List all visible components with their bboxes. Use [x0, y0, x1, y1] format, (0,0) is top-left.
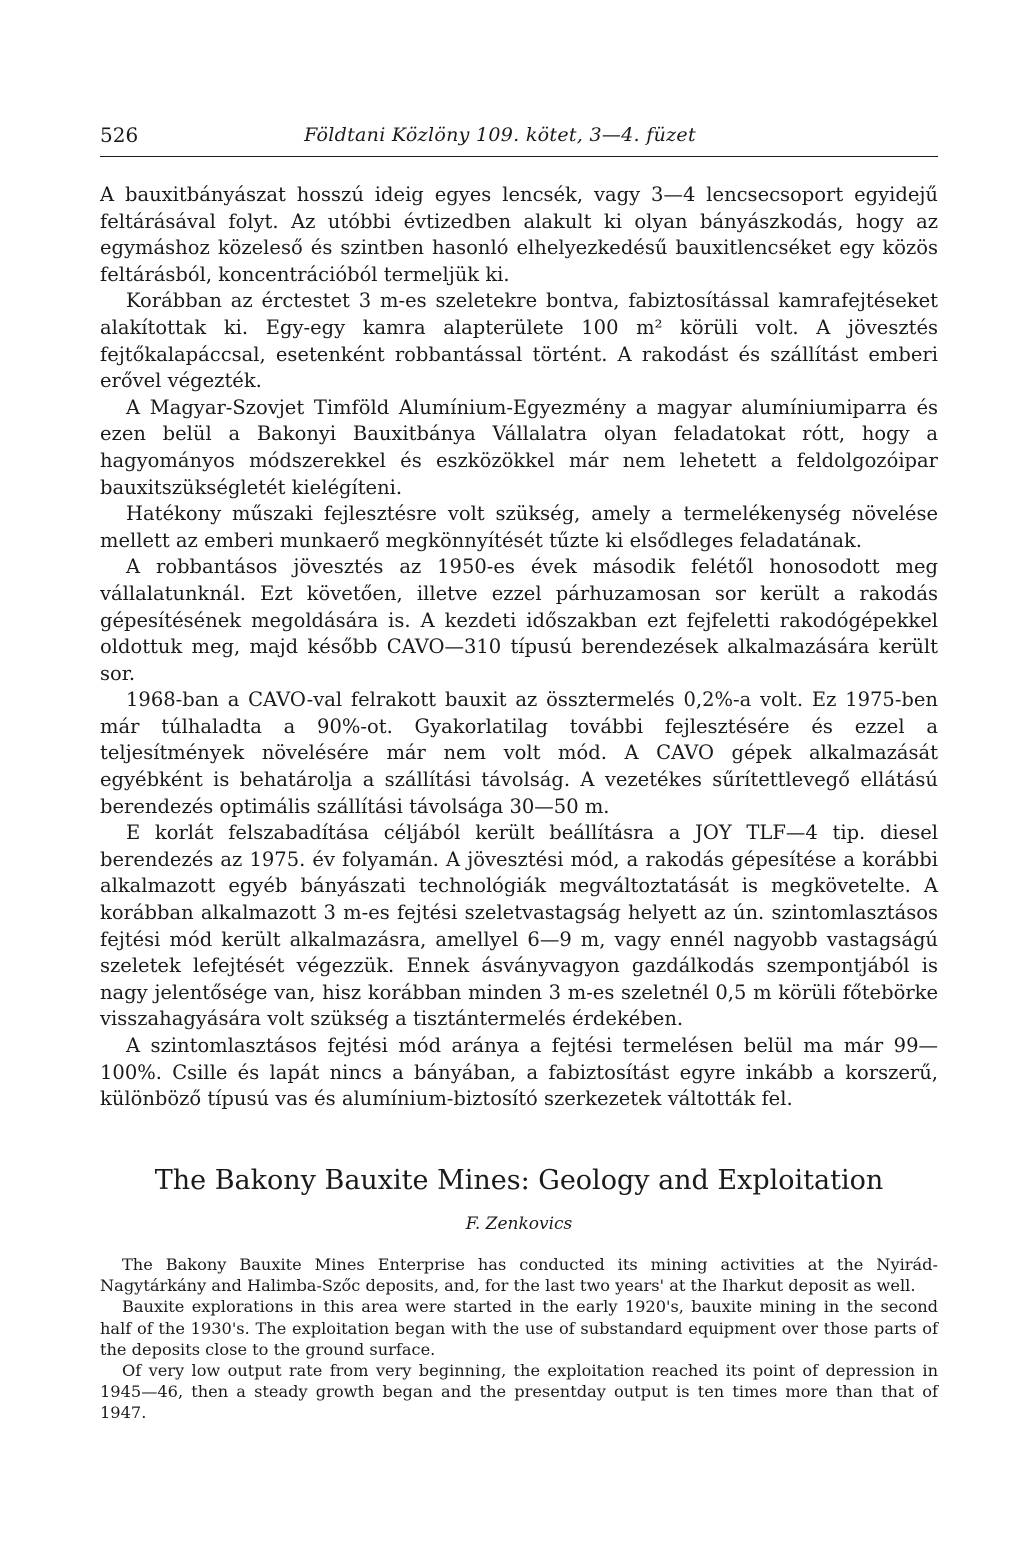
body-paragraph: Korábban az érctestet 3 m-es szeletekre bontva, fabiztosítással kamrafejtéseket alakítottak ki. Egy-egy kamra alapterülete 100 m² körüli volt. A jövesztés fejtőkalapáccsal, esetenként robbantással történt. A rakodást és szállítást emberi erővel végezték. [100, 289, 938, 393]
body-paragraph: A bauxitbányászat hosszú ideig egyes lencsék, vagy 3—4 lencsecsoport egyidejű feltárásával folyt. Az utóbbi évtizedben alakult ki olyan bányászkodás, hogy az egymáshoz közeleső és szintben hasonló elhelyezkedésű bauxitlencséket egy közös feltárásból, koncentrációból termeljük ki. [100, 183, 938, 286]
body-paragraph: A robbantásos jövesztés az 1950-es évek második felétől honosodott meg vállalatunknál. Ezt követően, illetve ezzel párhuzamosan sor került a rakodás gépesítésének megoldására is. A kezdeti időszakban ezt fejfeletti rakodógépekkel oldottuk meg, majd később CAVO—310 típusú berendezések alkalmazására került sor. [100, 555, 938, 685]
summary-paragraph: Of very low output rate from very beginning, the exploitation reached its point of depression in 1945—46, then a steady growth began and the presentday output is ten times more than that of 1947. [100, 1361, 938, 1423]
summary-paragraph: The Bakony Bauxite Mines Enterprise has conducted its mining activities at the Nyirád-Nagytárkány and Halimba-Szőc deposits, and, for the last two years' at the Iharkut deposit as well. [100, 1255, 938, 1296]
summary-author: F. Zenkovics [465, 1214, 573, 1234]
body-paragraph: 1968-ban a CAVO-val felrakott bauxit az össztermelés 0,2%-a volt. Ez 1975-ben már túlhaladta a 90%-ot. Gyakorlatilag további fejlesztésére és ezzel a teljesítmények növelésére már nem volt mód. A CAVO gépek alkalmazását egyébként is behatárolja a szállítási távolság. A vezetékes sűrítettlevegő ellátású berendezés optimális szállítási távolsága 30—50 m. [100, 688, 938, 818]
body-paragraph: Hatékony műszaki fejlesztésre volt szükség, amely a termelékenység növelése mellett az emberi munkaerő megkönnyítését tűzte ki elsődleges feladatának. [100, 502, 938, 552]
article-body [100, 182, 938, 1113]
journal-title: Földtani Közlöny 109. kötet, 3—4. füzet [304, 124, 696, 146]
body-paragraph: E korlát felszabadítása céljából került beállításra a JOY TLF—4 tip. diesel berendezés az 1975. év folyamán. A jövesztési mód, a rakodás gépesítése a korábbi alkalmazott egyéb bányászati technológiák megváltoztatását is megkövetelte. A korábban alkalmazott 3 m-es fejtési szeletvastagság helyett az ún. szintomlasztásos fejtési mód került alkalmazásra, amellyel 6—9 m, vagy ennél nagyobb vastagságú szeletek lefejtését végezzük. Ennek ásványvagyon gazdálkodás szempontjából is nagy jelentősége van, hisz korábban minden 3 m-es szeletnél 0,5 m körüli főtebörke visszahagyására volt szükség a tisztántermelés érdekében. [100, 821, 938, 1031]
journal-page [100, 0, 938, 1556]
summary-paragraph: Bauxite explorations in this area were started in the early 1920's, bauxite mining in the second half of the 1930's. The exploitation began with the use of substandard equipment over those parts of the deposits close to the ground surface. [100, 1297, 938, 1359]
body-paragraph: A szintomlasztásos fejtési mód aránya a fejtési termelésen belül ma már 99—100%. Csille és lapát nincs a bányában, a fabiztosítást egyre inkább a korszerű, különböző típusú vas és alumínium-biztosító szerkezetek váltották fel. [100, 1034, 938, 1111]
english-summary [100, 1254, 938, 1424]
summary-title: The Bakony Bauxite Mines: Geology and Exploitation [154, 1165, 884, 1196]
running-header [100, 122, 938, 157]
page-number: 526 [100, 123, 139, 147]
body-paragraph: A Magyar-Szovjet Timföld Alumínium-Egyezmény a magyar alumíniumiparra és ezen belül a Bakonyi Bauxitbánya Vállalatra olyan feladatokat rótt, hogy a hagyományos módszerekkel és eszközökkel már nem lehetett a feldolgozóipar bauxitszükségletét kielégíteni. [100, 395, 938, 499]
